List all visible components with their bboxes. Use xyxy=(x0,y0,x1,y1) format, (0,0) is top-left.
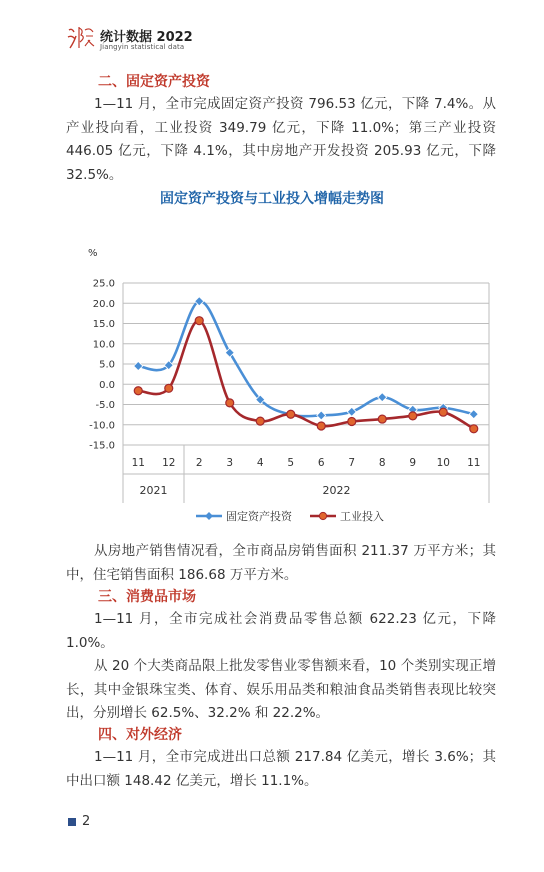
y-tick-label: 5.0 xyxy=(99,359,115,371)
x-tick-label: 6 xyxy=(317,457,325,469)
header-subtitle: Jiangyin statistical data xyxy=(100,43,185,51)
data-point-marker xyxy=(317,411,326,420)
y-axis-unit-label: % xyxy=(88,248,98,259)
data-point-marker xyxy=(469,410,478,419)
legend-label-2: 工业投入 xyxy=(340,510,384,523)
data-point-marker xyxy=(226,399,234,407)
paragraph-consumer-total: 1—11 月，全市完成社会消费品零售总额 622.23 亿元，下降 1.0%。 xyxy=(66,611,496,651)
x-tick-label: 12 xyxy=(162,457,176,469)
y-tick-label: 0.0 xyxy=(99,379,115,391)
legend-marker-2 xyxy=(319,512,326,519)
header-title: 统计数据 2022 xyxy=(100,30,193,45)
data-point-marker xyxy=(348,418,356,426)
data-point-marker xyxy=(287,410,295,418)
x-tick-label: 4 xyxy=(256,457,264,469)
y-tick-label: 25.0 xyxy=(92,278,115,290)
paragraph-consumer-categories: 从 20 个大类商品限上批发零售业零售额来看，10 个类别实现正增长，其中金银珠宝类、体育、娱乐用品类和粮油食品类销售表现比较突出，分别增长 62.5%、32.2% 和 22.2%。 xyxy=(66,658,496,721)
x-tick-label: 11 xyxy=(467,457,481,469)
data-point-marker xyxy=(378,393,387,402)
page-marker-icon xyxy=(68,818,76,826)
y-tick-label: 10.0 xyxy=(92,339,115,351)
x-tick-label: 11 xyxy=(131,457,145,469)
year-group-label: 2022 xyxy=(322,484,351,497)
data-point-marker xyxy=(256,417,264,425)
data-point-marker xyxy=(409,412,417,420)
data-point-marker xyxy=(317,422,325,430)
series-line-1 xyxy=(138,301,474,416)
paragraph-foreign-economy: 1—11 月，全市完成进出口总额 217.84 亿美元，增长 3.6%；其中出口额 148.42 亿美元，增长 11.1%。 xyxy=(66,749,496,789)
chart-title: 固定资产投资与工业投入增幅走势图 xyxy=(160,191,384,207)
legend-marker-1 xyxy=(205,512,213,520)
y-tick-label: -15.0 xyxy=(89,440,115,452)
section-heading-consumer-market: 三、消费品市场 xyxy=(98,589,196,605)
x-tick-label: 7 xyxy=(348,457,356,469)
data-point-marker xyxy=(134,362,143,371)
data-point-marker xyxy=(165,384,173,392)
x-tick-label: 2 xyxy=(195,457,203,469)
y-tick-label: 15.0 xyxy=(92,319,115,330)
data-point-marker xyxy=(378,415,386,423)
x-tick-label: 10 xyxy=(436,457,450,469)
y-tick-label: 20.0 xyxy=(92,298,115,310)
section-heading-foreign-economy: 四、对外经济 xyxy=(98,727,182,743)
x-tick-label: 5 xyxy=(287,457,295,469)
page-number xyxy=(68,814,90,829)
year-group-label: 2021 xyxy=(139,484,168,497)
data-point-marker xyxy=(470,425,478,433)
data-point-marker xyxy=(347,407,356,416)
y-tick-label: -10.0 xyxy=(89,420,115,432)
series-line-2 xyxy=(138,321,474,429)
data-point-marker xyxy=(439,408,447,416)
x-tick-label: 8 xyxy=(378,457,386,469)
paragraph-fixed-investment: 1—11 月，全市完成固定资产投资 796.53 亿元，下降 7.4%。从产业投向看，工业投资 349.79 亿元，下降 11.0%；第三产业投资 446.05 亿元，下降 4.1%，其中房地产开发投资 205.93 亿元，下降 32.5%。 xyxy=(66,96,496,183)
x-tick-label: 9 xyxy=(409,457,417,469)
page-number-text: 2 xyxy=(82,814,91,829)
data-point-marker xyxy=(134,387,142,395)
data-point-marker xyxy=(195,317,203,325)
paragraph-real-estate: 从房地产销售情况看，全市商品房销售面积 211.37 万平方米；其中，住宅销售面积 186.68 万平方米。 xyxy=(66,543,496,583)
x-tick-label: 3 xyxy=(226,457,234,469)
y-tick-label: -5.0 xyxy=(95,400,115,411)
legend-label-1: 固定资产投资 xyxy=(226,510,292,523)
section-heading-fixed-investment: 二、固定资产投资 xyxy=(98,74,210,90)
